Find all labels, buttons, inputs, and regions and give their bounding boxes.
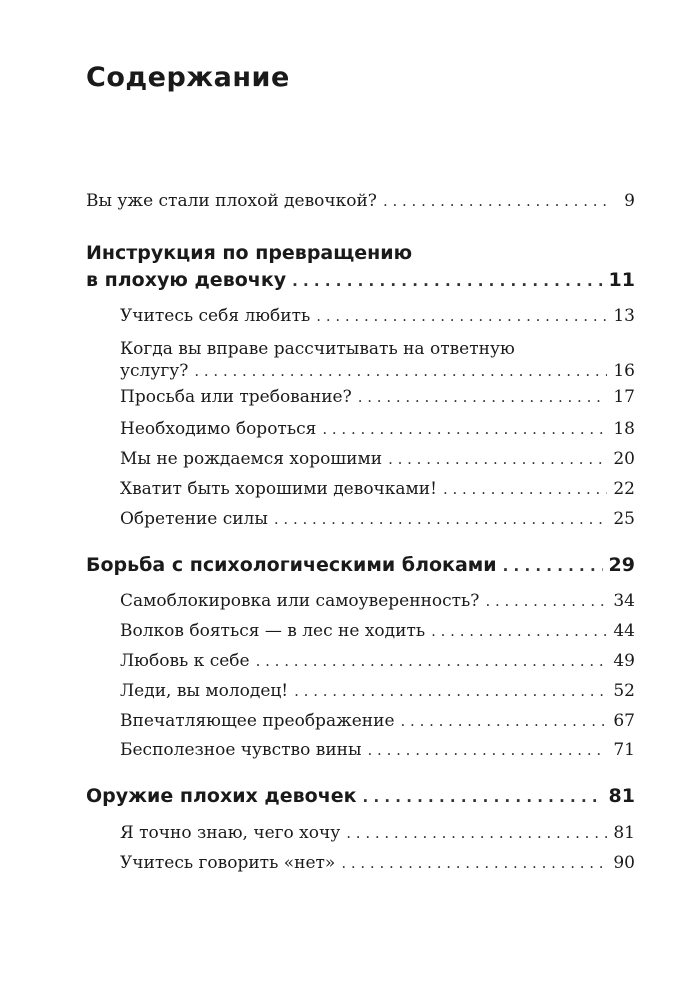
leader-dots [443,474,607,504]
leader-dots [401,706,608,736]
leader-dots [358,382,607,412]
toc-entry-line1[interactable]: Когда вы вправе рассчитывать на ответную [120,339,515,359]
toc-entry[interactable] [120,504,635,534]
leader-dots [503,551,603,581]
toc-entry-title: Борьба с психологическими блоками [86,554,497,576]
toc-entry-title: Вы уже стали плохой девочкой? [86,191,377,211]
toc-entry-title: Учитесь себя любить [120,306,311,326]
toc-page-number: 20 [613,449,635,469]
leader-dots [363,782,603,812]
toc-entry-title: Просьба или требование? [120,387,352,407]
toc-entry[interactable] [120,646,635,676]
toc-entry-title: услугу? [120,361,189,381]
leader-dots [485,586,607,616]
toc-entry[interactable] [120,616,635,646]
toc-page-number: 29 [608,554,635,576]
toc-page-number: 49 [613,651,635,671]
toc-entry-title: Оружие плохих девочек [86,785,357,807]
toc-page-number: 81 [613,823,635,843]
toc-page-number: 81 [608,785,635,807]
toc-entry[interactable] [120,382,635,412]
toc-page-number: 16 [613,361,635,381]
toc-page-number: 18 [613,419,635,439]
page-title: Содержание [86,62,290,93]
toc-entry-title: Необходимо бороться [120,419,317,439]
toc-entry-title: Любовь к себе [120,651,250,671]
toc-entry-title: Волков бояться — в лес не ходить [120,621,426,641]
toc-entry[interactable] [120,706,635,736]
toc-entry-title: Самоблокировка или самоуверенность? [120,591,480,611]
leader-dots [341,848,607,878]
toc-entry[interactable] [120,474,635,504]
toc-page-number: 13 [613,306,635,326]
leader-dots [322,414,607,444]
toc-page-number: 9 [624,191,635,211]
leader-dots [292,266,602,296]
leader-dots [316,301,607,331]
leader-dots [346,818,607,848]
toc-chapter-2[interactable] [86,550,635,580]
toc-page-number: 22 [613,479,635,499]
toc-entry-title: в плохую девочку [86,269,287,291]
toc-entry-title: Мы не рождаемся хорошими [120,449,383,469]
toc-entry-title: Бесполезное чувство вины [120,740,362,760]
toc-entry[interactable] [120,735,635,765]
toc-entry[interactable] [120,301,635,331]
toc-entry-title: Хватит быть хорошими девочками! [120,479,437,499]
toc-page-number: 52 [613,681,635,701]
toc-entry[interactable] [120,444,635,474]
toc-entry-title: Леди, вы молодец! [120,681,289,701]
toc-chapter-3[interactable] [86,781,635,811]
toc-page-number: 90 [613,853,635,873]
toc-page-number: 44 [613,621,635,641]
leader-dots [383,186,607,216]
toc-page-number: 34 [613,591,635,611]
leader-dots [294,676,607,706]
leader-dots [431,616,607,646]
toc-entry[interactable] [120,586,635,616]
toc-entry[interactable] [120,676,635,706]
toc-entry-title: Впечатляющее преображение [120,711,395,731]
toc-chapter-1[interactable] [86,265,635,295]
leader-dots [368,735,607,765]
leader-dots [256,646,607,676]
toc-chapter-1-line1[interactable]: Инструкция по превращению [86,242,413,264]
toc-entry-intro[interactable] [86,186,635,216]
toc-page-number: 67 [613,711,635,731]
toc-entry[interactable] [120,414,635,444]
toc-page-number: 71 [613,740,635,760]
toc-page-number: 25 [613,509,635,529]
toc-entry-title: Я точно знаю, чего хочу [120,823,341,843]
toc-entry[interactable] [120,818,635,848]
toc-entry-title: Обретение силы [120,509,268,529]
leader-dots [274,504,607,534]
toc-page-number: 17 [613,387,635,407]
leader-dots [388,444,607,474]
toc-entry[interactable] [120,848,635,878]
toc-entry-title: Учитесь говорить «нет» [120,853,336,873]
toc-page-number: 11 [608,269,635,291]
